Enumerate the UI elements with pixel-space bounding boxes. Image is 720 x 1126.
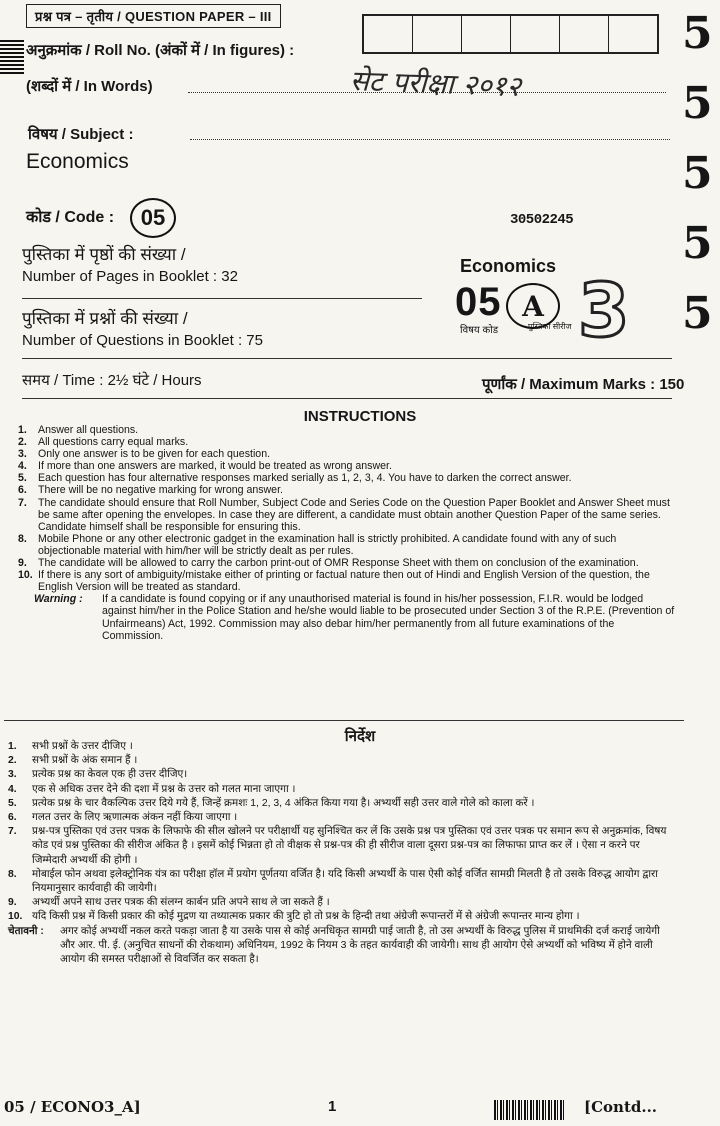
item-number: 10. xyxy=(8,911,23,923)
instruction-item xyxy=(18,533,678,557)
item-text: प्रश्न-पत्र पुस्तिका एवं उत्तर पत्रक के लिफाफे की सील खोलने पर परीक्षार्थी यह सुनिश्चित कर लें कि उसके प्रश्न पत्र पुस्तिका एवं उत्तर पत्रक पर समान रूप से अनुक्रमांक, विषय कोड एवं प्रश्न पुस्तिका की सीरीज अंकित है । इसमें कोई भिन्नता हो तो वीक्षक से प्रश्न-पत्र की ही सीरीज वाला दूसरा प्रश्न-पत्र का लिफाफा प्राप्त कर लें । ऐसा न करने पर जिम्मेदारी अभ्यर्थी की होगी । xyxy=(32,826,667,866)
item-text: मोबाईल फोन अथवा इलेक्ट्रोनिक यंत्र का परीक्षा हॉल में प्रयोग पूर्णतया वर्जित है। यदि किसी अभ्यर्थी के पास ऐसी कोई वर्जित सामग्री मिलती है तो उसके विरुद्ध आयोग द्वारा नियमानुसार कार्यवाही की जायेगी। xyxy=(32,868,658,895)
roll-digit-box[interactable] xyxy=(609,16,657,52)
handwritten-note: सेट परीक्षा २०१२ xyxy=(349,64,522,103)
subject-value: Economics xyxy=(26,150,129,173)
footer-code: 05 / ECONO3_A] xyxy=(4,1098,141,1116)
item-text: प्रत्येक प्रश्न के चार वैकल्पिक उत्तर दिये गये हैं, जिन्हें क्रमशः 1, 2, 3, 4 अंकित किया गया है। अभ्यर्थी सही उत्तर वाले गोले को काला करें । xyxy=(32,797,535,809)
roll-digit-box[interactable] xyxy=(364,16,413,52)
instruction-item xyxy=(18,557,678,569)
item-number: 1. xyxy=(8,741,17,752)
item-text: अभ्यर्थी अपने साथ उत्तर पत्रक की संलग्न कार्बन प्रति अपने साथ ले जा सकते हैं । xyxy=(32,897,330,909)
instruction-item xyxy=(18,472,678,484)
roll-digit-box[interactable] xyxy=(413,16,462,52)
side-code-digit: 5 xyxy=(682,148,713,199)
divider xyxy=(22,298,422,299)
item-text: The candidate will be allowed to carry the carbon print-out of OMR Response Sheet with them on conclusion of the examination. xyxy=(38,557,639,570)
roll-number-boxes[interactable] xyxy=(362,14,659,54)
instruction-item xyxy=(18,497,678,533)
item-number: 9. xyxy=(8,897,17,909)
divider xyxy=(22,398,672,399)
warning-hi-label: चेतावनी : xyxy=(8,925,44,937)
continued-label: [Contd... xyxy=(584,1098,658,1116)
series-badge: A xyxy=(506,283,560,329)
item-text: Only one answer is to be given for each question. xyxy=(38,448,271,461)
subject-code-large: 05 xyxy=(455,280,502,324)
item-number: 2. xyxy=(18,436,27,449)
warning-hi-text: अगर कोई अभ्यर्थी नकल करते पकड़ा जाता है या उसके पास से कोई अनधिकृत सामग्री पाई जाती है, तो उस अभ्यर्थी के विरुद्ध पुलिस में प्राथमिकी दर्ज कराई जायेगी और आर. पी. ई. (अनुचित साधनों की रोकथाम) अधिनियम, 1992 के नियम 3 के तहत कार्यवाही की जायेगी। साथ ही आयोग ऐसे अभ्यर्थी को भविष्य में होने वाली आयोग की समस्त परीक्षाओं से विवर्जित कर सकता है। xyxy=(60,925,660,966)
roll-digit-box[interactable] xyxy=(560,16,609,52)
item-number: 4. xyxy=(8,783,17,795)
page-number: 1 xyxy=(328,1098,337,1115)
nirdesh-title: निर्देश xyxy=(344,728,376,745)
code-label: कोड / Code : xyxy=(26,209,115,226)
time-label: समय / Time : 2½ घंटे / Hours xyxy=(22,372,202,389)
item-text: सभी प्रश्नों के उत्तर दीजिए । xyxy=(32,741,133,752)
item-text: The candidate should ensure that Roll Number, Subject Code and Series Code on the Question Paper Booklet and Answer Sheet must be same after opening the envelopes. In case they are different, a candidate must obtain another Question Paper of the same series. Candidate himself shall be responsible for ensuring this. xyxy=(38,496,670,533)
item-number: 10. xyxy=(18,569,33,582)
item-number: 7. xyxy=(18,496,27,509)
subject-label: विषय / Subject : xyxy=(28,126,134,143)
item-number: 3. xyxy=(8,769,17,781)
warning-text: If a candidate is found copying or if any unauthorised material is found in his/her possession, F.I.R. would be lodged against him/her in the Police Station and he/she would liable to be prosecuted under Section 3 of the R.P.E. (Prevention of Unfairmeans) Act, 1992. Commission may also debar him/her permanently from all future examinations of the Commission. xyxy=(102,593,675,642)
warning-label: Warning : xyxy=(34,593,83,606)
nirdesh-item xyxy=(8,754,676,768)
nirdesh-item xyxy=(8,896,676,910)
instructions-list xyxy=(18,424,678,642)
in-words-label: (शब्दों में / In Words) xyxy=(26,78,153,95)
subject-stamp: Economics xyxy=(460,256,557,276)
item-text: If more than one answers are marked, it would be treated as wrong answer. xyxy=(38,460,392,473)
nirdesh-item xyxy=(8,811,676,825)
warning-block xyxy=(18,593,678,641)
instructions-title: INSTRUCTIONS xyxy=(303,408,417,425)
subject-code-caption: विषय कोड xyxy=(460,325,499,336)
item-number: 5. xyxy=(18,472,27,485)
instruction-item xyxy=(18,448,678,460)
instruction-item xyxy=(18,569,678,593)
item-number: 3. xyxy=(18,448,27,461)
nirdesh-item xyxy=(8,910,676,924)
side-code-digit: 5 xyxy=(682,218,713,269)
questions-label-hindi: पुस्तिका में प्रश्नों की संख्या / xyxy=(22,309,188,328)
side-code-column xyxy=(682,8,713,362)
nirdesh-item xyxy=(8,825,676,868)
item-text: Mobile Phone or any other electronic gadget in the examination hall is strictly prohibited. A candidate found with any of such objectionable material with him/her will be strictly dealt as per rules. xyxy=(38,532,617,557)
side-code-digit: 5 xyxy=(682,78,713,129)
item-text: If there is any sort of ambiguity/mistake either of printing or factual nature then out of Hindi and English Version of the question, the English Version will be treated as standard. xyxy=(38,569,650,594)
roll-digit-box[interactable] xyxy=(462,16,511,52)
paper-number-outline: 3 xyxy=(578,268,630,354)
pages-label-hindi: पुस्तिका में पृष्ठों की संख्या / xyxy=(22,245,186,264)
item-text: गलत उत्तर के लिए ऋणात्मक अंकन नहीं किया जाएगा । xyxy=(32,812,238,824)
nirdesh-item xyxy=(8,740,676,754)
item-text: प्रत्येक प्रश्न का केवल एक ही उत्तर दीजिए। xyxy=(32,769,188,781)
nirdesh-list xyxy=(8,740,676,967)
item-number: 6. xyxy=(18,484,27,497)
item-text: यदि किसी प्रश्न में किसी प्रकार की कोई मुद्रण या तथ्यात्मक प्रकार की त्रुटि हो तो प्रश्न के हिन्दी तथा अंग्रेजी रूपान्तरों में से अंग्रेजी रूपान्तर मान्य होगा । xyxy=(32,911,580,923)
barcode xyxy=(494,1100,566,1120)
nirdesh-item xyxy=(8,868,676,896)
item-number: 4. xyxy=(18,460,27,473)
item-text: Answer all questions. xyxy=(38,424,139,436)
questions-label: Number of Questions in Booklet : 75 xyxy=(22,332,263,349)
booklet-number: 30502245 xyxy=(510,212,574,228)
item-number: 8. xyxy=(8,868,17,880)
item-number: 8. xyxy=(18,532,27,545)
item-number: 7. xyxy=(8,826,17,838)
divider xyxy=(22,358,672,359)
series-caption: पुस्तिका सीरीज xyxy=(528,322,572,331)
divider xyxy=(4,720,684,721)
item-text: एक से अधिक उत्तर देने की दशा में प्रश्न के उत्तर को गलत माना जाएगा । xyxy=(32,783,296,795)
warning-hi-block xyxy=(8,925,676,968)
subject-line xyxy=(190,139,670,140)
barcode-strip xyxy=(0,40,24,74)
roll-number-label: अनुक्रमांक / Roll No. (अंकों में / In figures) : xyxy=(26,42,295,59)
instruction-item xyxy=(18,424,678,436)
code-value: 05 xyxy=(130,198,176,238)
instruction-item xyxy=(18,484,678,496)
item-text: सभी प्रश्नों के अंक समान हैं । xyxy=(32,755,138,767)
item-text: All questions carry equal marks. xyxy=(38,436,189,449)
item-number: 5. xyxy=(8,797,17,809)
side-code-digit: 5 xyxy=(682,288,713,339)
item-text: There will be no negative marking for wrong answer. xyxy=(38,484,283,497)
instruction-item xyxy=(18,436,678,448)
maximum-marks: पूर्णांक / Maximum Marks : 150 xyxy=(482,376,685,393)
roll-digit-box[interactable] xyxy=(511,16,560,52)
item-number: 1. xyxy=(18,424,27,436)
item-number: 9. xyxy=(18,557,27,570)
nirdesh-item xyxy=(8,768,676,782)
item-text: Each question has four alternative responses marked serially as 1, 2, 3, 4. You have to darken the correct answer. xyxy=(38,472,572,485)
nirdesh-item xyxy=(8,797,676,811)
item-number: 2. xyxy=(8,755,17,767)
item-number: 6. xyxy=(8,812,17,824)
paper-tag: प्रश्न पत्र – तृतीय / QUESTION PAPER – III xyxy=(26,4,281,28)
instruction-item xyxy=(18,460,678,472)
side-code-digit: 5 xyxy=(682,8,713,59)
nirdesh-item xyxy=(8,783,676,797)
pages-label: Number of Pages in Booklet : 32 xyxy=(22,268,238,285)
